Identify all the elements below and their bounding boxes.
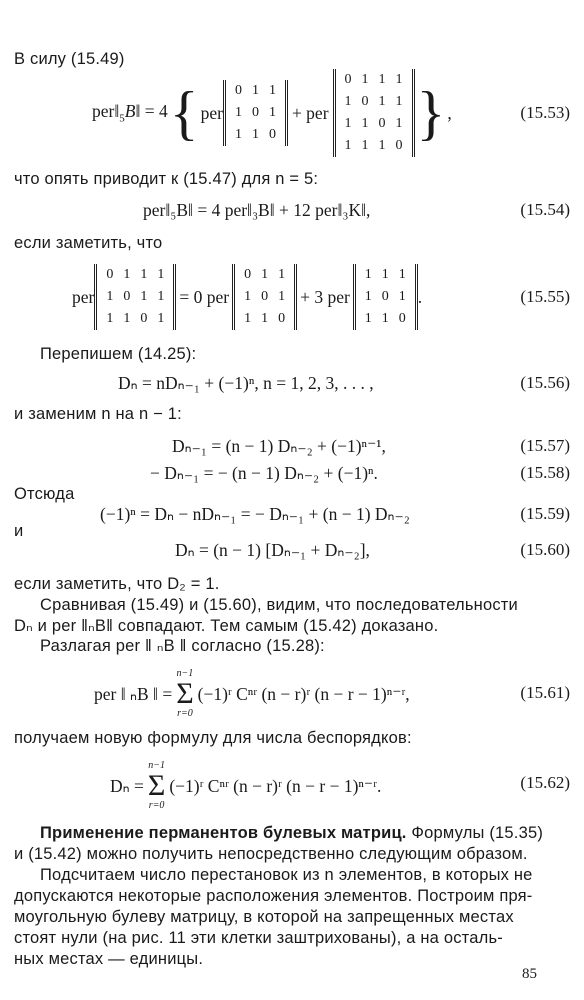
para-3a: Формулы (15.35) xyxy=(406,824,544,842)
eq-number-15-55: (15.55) xyxy=(520,287,570,306)
matrix-cell: 1 xyxy=(364,267,372,282)
matrix-cell: 1 xyxy=(244,311,252,326)
matrix-cell: 0 xyxy=(268,127,276,142)
matrix-cell: 1 xyxy=(278,289,286,304)
para-4b: допускаются некоторые расположения элементов. Построим пря- xyxy=(14,887,533,905)
matrix-cell: 1 xyxy=(234,127,242,142)
matrix-row xyxy=(239,264,290,286)
matrix-cell: 1 xyxy=(361,72,369,87)
line-8: если заметить, что D₂ = 1. xyxy=(14,575,220,593)
line-intro: В силу (15.49) xyxy=(14,50,125,68)
matrix-row xyxy=(239,286,290,308)
para-4a: Подсчитаем число перестановок из n элементов, в которых не xyxy=(40,866,533,884)
matrix-row xyxy=(360,286,411,308)
line-6: Отсюда xyxy=(14,485,75,503)
para-4e: ных местах — единицы. xyxy=(14,950,204,968)
line-3: если заметить, что xyxy=(14,234,163,252)
equation-15-59: (−1)ⁿ = Dₙ − nDₙ₋₁ = − Dₙ₋₁ + (n − 1) Dₙ₋₂ xyxy=(100,504,410,524)
equation-15-56: Dₙ = nDₙ₋₁ + (−1)ⁿ, n = 1, 2, 3, . . . , xyxy=(118,373,374,393)
para-4d: стоят нули (на рис. 11 эти клетки заштрихованы), а на осталь- xyxy=(14,929,503,947)
matrix-cell: 1 xyxy=(395,116,403,131)
line-7: и xyxy=(14,522,24,540)
matrix-cell: 0 xyxy=(234,83,242,98)
matrix-cell: 0 xyxy=(378,116,386,131)
matrix-row xyxy=(239,308,290,330)
matrix-cell: 1 xyxy=(378,94,386,109)
matrix-cell: 0 xyxy=(106,267,114,282)
matrix-cell: 1 xyxy=(123,267,131,282)
matrix-cell: 1 xyxy=(140,289,148,304)
sum-symbol: n−1 Σ r=0 xyxy=(176,668,194,719)
eq-number-15-56: (15.56) xyxy=(520,373,570,392)
eq-number-15-53: (15.53) xyxy=(520,103,570,122)
eq-number-15-57: (15.57) xyxy=(520,436,570,455)
eq-number-15-61: (15.61) xyxy=(520,683,570,702)
sum-lower: r=0 xyxy=(177,708,193,719)
matrix-cell: 1 xyxy=(361,138,369,153)
matrix-cell: 0 xyxy=(361,94,369,109)
matrix-row xyxy=(340,91,408,113)
matrix-cell: 1 xyxy=(398,289,406,304)
eq-61-rhs: (−1)ʳ Cⁿʳ (n − r)ʳ (n − r − 1)ⁿ⁻ʳ, xyxy=(197,683,410,704)
matrix-cell: 1 xyxy=(251,83,259,98)
matrix-row xyxy=(360,264,411,286)
matrix-cell: 0 xyxy=(395,138,403,153)
para-4c: моугольную булеву матрицу, в которой на запрещенных местах xyxy=(14,908,514,926)
matrix-cell: 1 xyxy=(344,138,352,153)
line-9: получаем новую формулу для числа беспорядков: xyxy=(14,729,412,747)
eq-number-15-62: (15.62) xyxy=(520,773,570,792)
eq-number-15-58: (15.58) xyxy=(520,463,570,482)
matrix-cell: 1 xyxy=(157,311,165,326)
matrix-cell: 1 xyxy=(268,83,276,98)
section-heading-line xyxy=(40,824,543,843)
matrix-row xyxy=(101,264,169,286)
eq-62-lhs: Dₙ = xyxy=(110,775,144,796)
line-5: и заменим n на n − 1: xyxy=(14,405,182,423)
matrix-3x3-c xyxy=(353,264,418,330)
matrix-row xyxy=(230,80,281,102)
matrix-cell: 1 xyxy=(140,267,148,282)
matrix-cell: 0 xyxy=(251,105,259,120)
matrix-row xyxy=(101,286,169,308)
right-brace: } xyxy=(416,80,446,146)
matrix-3x4 xyxy=(94,264,176,330)
page-number: 85 xyxy=(522,966,537,982)
eq-number-15-54: (15.54) xyxy=(520,200,570,219)
matrix-3x3-b xyxy=(232,264,297,330)
equation-15-55: per 0 1 1 1 1 0 1 1 1 1 0 1 = 0 per 0 1 1 1 0 1 1 1 0 + 3 per 1 1 1 1 0 1 1 1 0 . xyxy=(72,262,422,332)
equation-15-57: Dₙ₋₁ = (n − 1) Dₙ₋₂ + (−1)ⁿ⁻¹, xyxy=(172,436,386,456)
matrix-cell: 1 xyxy=(361,116,369,131)
matrix-cell: 1 xyxy=(261,311,269,326)
para-1a: Сравнивая (15.49) и (15.60), видим, что последовательности xyxy=(40,596,518,614)
eq-number-15-59: (15.59) xyxy=(520,504,570,523)
matrix-row xyxy=(230,124,281,146)
para-1b: Dₙ и per ‖ₙB‖ совпадают. Тем самым (15.42) доказано. xyxy=(14,617,439,635)
matrix-cell: 1 xyxy=(261,267,269,282)
sum-upper: n−1 xyxy=(176,668,194,679)
equation-15-61 xyxy=(94,664,410,724)
matrix-cell: 0 xyxy=(398,311,406,326)
matrix-cell: 1 xyxy=(344,116,352,131)
matrix-cell: 1 xyxy=(381,267,389,282)
left-brace: { xyxy=(169,80,199,146)
matrix-row xyxy=(230,102,281,124)
matrix-cell: 1 xyxy=(378,72,386,87)
equation-15-58: − Dₙ₋₁ = − (n − 1) Dₙ₋₂ + (−1)ⁿ. xyxy=(150,463,378,483)
matrix-cell: 1 xyxy=(268,105,276,120)
matrix-cell: 0 xyxy=(140,311,148,326)
equation-15-54: per‖₅B‖ = 4 per‖₃B‖ + 12 per‖₃K‖, xyxy=(143,200,371,220)
matrix-cell: 0 xyxy=(344,72,352,87)
matrix-cell: 1 xyxy=(157,267,165,282)
eq-62-rhs: (−1)ʳ Cⁿʳ (n − r)ʳ (n − r − 1)ⁿ⁻ʳ. xyxy=(169,775,382,796)
eq-61-lhs: per ‖ ₙB ‖ = xyxy=(94,683,173,704)
matrix-row xyxy=(101,308,169,330)
matrix-cell: 0 xyxy=(381,289,389,304)
matrix-cell: 0 xyxy=(278,311,286,326)
equation-15-60: Dₙ = (n − 1) [Dₙ₋₁ + Dₙ₋₂], xyxy=(175,540,370,560)
matrix-3x3-a xyxy=(223,80,288,146)
matrix-cell: 0 xyxy=(261,289,269,304)
matrix-row xyxy=(360,308,411,330)
matrix-cell: 0 xyxy=(244,267,252,282)
matrix-cell: 1 xyxy=(106,289,114,304)
matrix-cell: 1 xyxy=(395,94,403,109)
equation-15-62 xyxy=(110,756,381,816)
matrix-row xyxy=(340,69,408,91)
eq-lhs: $per‖_5B‖ = 4$ xyxy=(92,101,168,125)
matrix-row xyxy=(340,113,408,135)
matrix-cell: 1 xyxy=(278,267,286,282)
matrix-cell: 1 xyxy=(344,94,352,109)
matrix-cell: 1 xyxy=(395,72,403,87)
matrix-cell: 1 xyxy=(364,311,372,326)
section-heading: Применение перманентов булевых матриц. xyxy=(40,824,407,842)
sum-upper-2: n−1 xyxy=(148,760,165,771)
para-2: Разлагая per ‖ ₙB ‖ согласно (15.28): xyxy=(40,637,325,655)
matrix-4x4-a xyxy=(333,69,415,157)
matrix-cell: 1 xyxy=(123,311,131,326)
matrix-cell: 1 xyxy=(157,289,165,304)
matrix-cell: 1 xyxy=(234,105,242,120)
matrix-cell: 1 xyxy=(244,289,252,304)
sum-lower-2: r=0 xyxy=(148,800,165,811)
matrix-cell: 1 xyxy=(378,138,386,153)
matrix-cell: 1 xyxy=(398,267,406,282)
matrix-cell: 1 xyxy=(251,127,259,142)
eq-number-15-60: (15.60) xyxy=(520,540,570,559)
equation-15-53: $per‖_5B‖ = 4$ { per 0 1 1 1 0 1 1 1 0 + per 0 1 1 1 1 0 1 1 1 1 0 1 1 1 1 0 } , xyxy=(92,72,452,154)
matrix-row xyxy=(340,135,408,157)
matrix-cell: 1 xyxy=(381,311,389,326)
sum-symbol-2: n−1 Σ r=0 xyxy=(147,760,166,811)
para-3b: и (15.42) можно получить непосредственно следующим образом. xyxy=(14,845,528,863)
matrix-cell: 1 xyxy=(106,311,114,326)
line-4: Перепишем (14.25): xyxy=(40,345,197,363)
matrix-cell: 1 xyxy=(364,289,372,304)
matrix-cell: 0 xyxy=(123,289,131,304)
line-2: что опять приводит к (15.47) для n = 5: xyxy=(14,170,319,188)
